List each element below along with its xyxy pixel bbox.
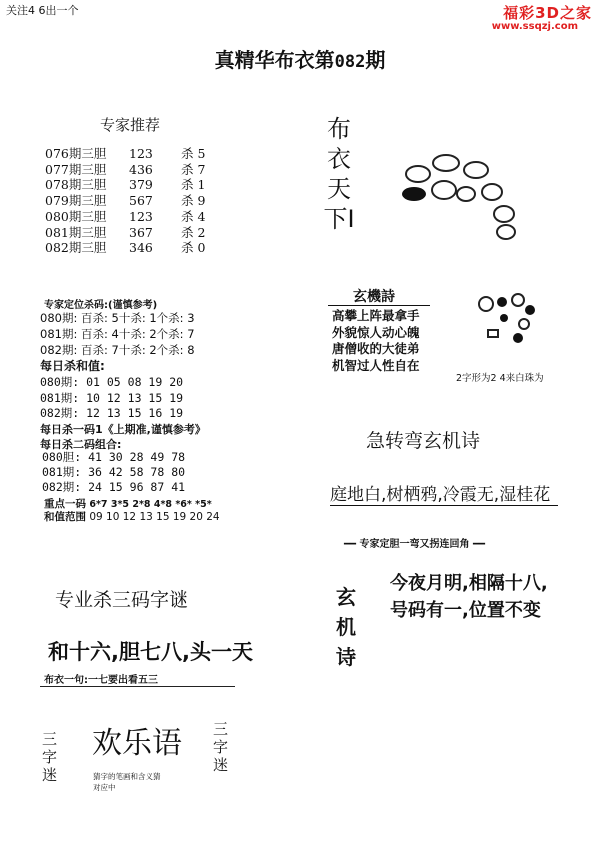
expert-row-label: 080期三胆 [45, 208, 107, 224]
joy-caption-1: 猜字的笔画和含义猜 [93, 772, 161, 781]
expert-row-digits: 367 [129, 224, 153, 240]
riddle-divider [40, 686, 235, 687]
expert-row-kill: 杀 1 [181, 177, 206, 193]
joy-caption-2: 对应中 [93, 783, 116, 792]
expert-row [45, 193, 221, 209]
expert-row-kill: 杀 4 [181, 208, 206, 224]
mystic-underline [328, 305, 430, 306]
expert-pick-line-2: 号码有一,位置不变 [390, 600, 541, 621]
expert-row [45, 177, 221, 193]
expert-row-digits: 123 [129, 208, 153, 224]
two-kill-row: 080胆: 41 30 28 49 78 [42, 450, 186, 464]
expert-row-label: 077期三胆 [45, 161, 107, 177]
mystic-line: 外貌惊人动心魄 [332, 324, 420, 340]
brand-url[interactable]: www.ssqzj.com [491, 21, 578, 32]
sum-value-line [44, 509, 220, 524]
title-suffix: 期 [365, 48, 386, 72]
page-title [0, 44, 600, 73]
dash-left: ━━ [344, 539, 357, 550]
riddle-text: 和十六,胆七八,头一天 [48, 640, 253, 664]
joy-right-label: 三字迷 [213, 720, 229, 774]
expert-row [45, 240, 221, 256]
two-kill-row: 082期: 24 15 96 87 41 [42, 480, 186, 494]
sum-kill-row: 081期: 10 12 13 15 19 [40, 390, 184, 405]
title-issue: 082 [334, 52, 366, 72]
expert-pick-heading-text: 专家定胆一弯又拐连回角 [359, 539, 470, 550]
expert-row-label: 082期三胆 [45, 240, 107, 256]
buyi-vertical-title: 布衣天下Ⅰ [323, 115, 355, 233]
position-kill-row: 082期: 百杀: 7十杀: 2个杀: 8 [40, 343, 195, 357]
expert-row [45, 162, 221, 178]
expert-row-label: 078期三胆 [45, 177, 107, 193]
mystic-line: 机智过人性自在 [332, 357, 420, 373]
joy-title: 欢乐语 [92, 726, 182, 761]
sum-value-values: 09 10 12 13 15 19 20 24 [89, 511, 220, 523]
mystic-line: 高攀上阵最拿手 [332, 308, 420, 323]
sum-kill-heading: 每日杀和值: [40, 359, 105, 373]
riddle-note: 布衣一句:一七要出看五三 [44, 675, 158, 686]
expert-row [45, 209, 221, 225]
pearls-illustration [474, 290, 544, 354]
mystic-note: 2字形为2 4来白珠为 [456, 373, 544, 384]
turn-poem-heading: 急转弯玄机诗 [366, 430, 481, 452]
sum-kill-list [40, 375, 183, 422]
dash-right: ━━ [473, 539, 486, 550]
position-kill-row: 080期: 百杀: 5十杀: 1个杀: 3 [40, 311, 195, 325]
focus-values: 6*7 3*5 2*8 4*8 *6* *5* [89, 499, 212, 510]
mystic-line: 唐僧收的大徒弟 [332, 341, 420, 356]
top-note: 关注4 6出一个 [6, 4, 79, 17]
expert-pick-heading [344, 535, 485, 550]
position-kill-heading: 专家定位杀码:(谨慎参考) [44, 300, 158, 311]
mystic-heading: 玄機詩 [353, 289, 395, 305]
expert-row [45, 146, 221, 162]
expert-row-digits: 379 [129, 177, 153, 193]
riddle-heading: 专业杀三码字谜 [55, 589, 189, 611]
mystic-poem [332, 308, 420, 374]
expert-heading: 专家推荐 [100, 116, 161, 134]
title-prefix: 真精华布衣第 [214, 48, 335, 72]
two-kill-row: 081期: 36 42 58 78 80 [42, 465, 186, 479]
expert-row-label: 081期三胆 [45, 224, 107, 240]
expert-pick-line-1: 今夜月明,相隔十八, [390, 573, 548, 594]
sum-value-label: 和值范围 [44, 511, 86, 523]
expert-list [45, 146, 221, 256]
joy-left-label: 三字迷 [42, 730, 58, 784]
expert-row-kill: 杀 2 [181, 224, 206, 240]
expert-row-kill: 杀 9 [181, 193, 206, 209]
expert-pick-vertical: 玄机诗 [336, 585, 356, 669]
turn-poem-line: 庭地白,树栖鸦,冷霞无,湿桂花 [330, 485, 551, 505]
position-kill-row: 081期: 百杀: 4十杀: 2个杀: 7 [40, 327, 195, 341]
turn-poem-underline [330, 505, 558, 506]
one-kill-heading: 每日杀一码1《上期准,谨慎参考》 [40, 423, 206, 436]
expert-row-digits: 567 [129, 193, 153, 209]
expert-row-digits: 436 [129, 161, 153, 177]
sum-kill-row: 082期: 12 13 15 16 19 [40, 406, 184, 420]
expert-row-kill: 杀 7 [181, 161, 206, 177]
expert-row [45, 225, 221, 241]
expert-row-label: 076期三胆 [45, 146, 107, 161]
expert-row-digits: 123 [129, 146, 153, 161]
two-kill-list [42, 450, 185, 495]
two-kill-heading: 每日杀二码组合: [40, 438, 122, 451]
expert-row-kill: 杀 0 [181, 240, 206, 256]
beads-illustration [396, 148, 528, 240]
expert-row-label: 079期三胆 [45, 193, 107, 209]
expert-row-digits: 346 [129, 240, 153, 256]
brand-logo-text[interactable]: 福彩3D之家 [503, 4, 592, 22]
expert-row-kill: 杀 5 [181, 146, 206, 161]
focus-label: 重点一码 [44, 498, 86, 510]
sum-kill-row: 080期: 01 05 08 19 20 [40, 375, 184, 389]
position-kill-list [40, 310, 195, 358]
